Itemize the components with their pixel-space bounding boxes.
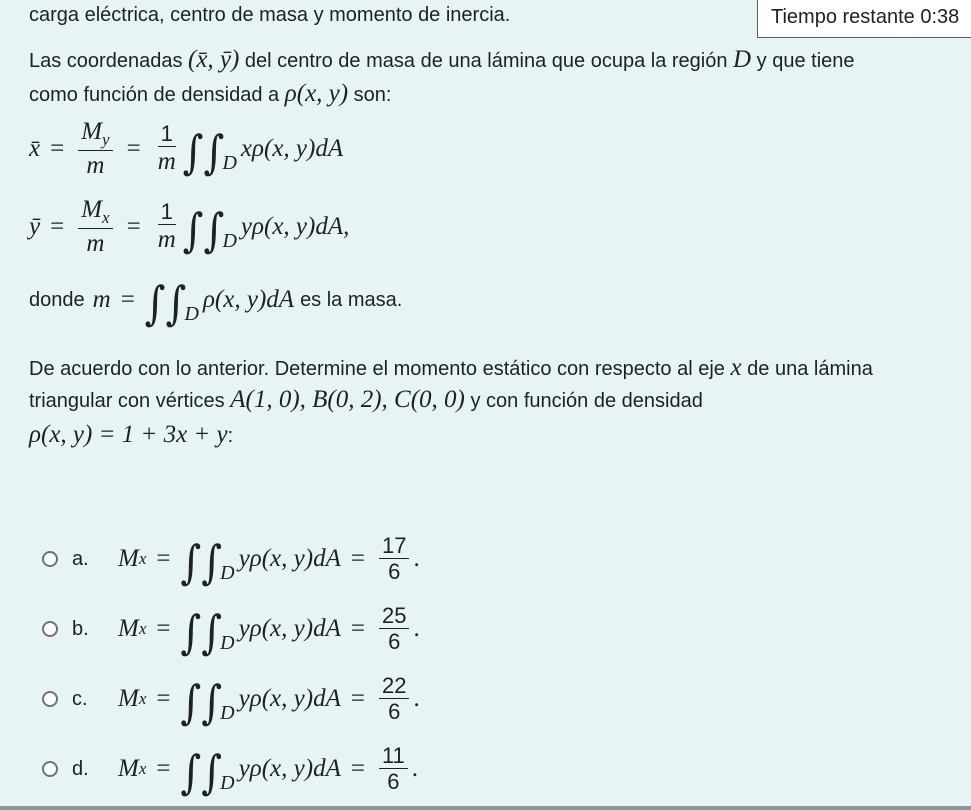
xbar-lhs: x̄ — [29, 135, 41, 163]
mass-integrand: ρ(x, y)dA — [202, 286, 295, 313]
answer-option-d[interactable] — [42, 743, 419, 800]
xbar-integrand: xρ(x, y)dA — [240, 135, 344, 163]
option-a-math: M x = ∫∫ D yρ(x, y)dA = $\frac{17}{6}$ . — [118, 533, 420, 590]
option-d-numerator: 11 — [379, 743, 408, 769]
ybar-integrand: yρ(x, y)dA, — [240, 213, 350, 241]
radio-button-c[interactable] — [42, 691, 58, 707]
double-integral-symbol: ∫∫ — [182, 126, 225, 180]
ybar-mass-symbol-2: m — [157, 226, 176, 254]
p1-text-b: del centro de masa de una lámina que ocupa la región — [244, 50, 728, 72]
radio-button-d[interactable] — [42, 761, 58, 777]
option-b-fraction — [379, 603, 409, 656]
option-a-integrand: yρ(x, y)dA — [238, 545, 341, 573]
ybar-fraction-moment — [78, 196, 112, 259]
option-b-lhs: M — [118, 615, 139, 643]
radio-button-a[interactable] — [42, 551, 58, 567]
p1-text-c: y que tiene — [756, 50, 855, 72]
option-c-integrand: yρ(x, y)dA — [238, 685, 341, 713]
ybar-region: D — [222, 229, 237, 252]
question-paragraph-5 — [29, 421, 233, 449]
p4-text-b: y con función de densidad — [470, 390, 703, 412]
question-paragraph-4 — [29, 386, 703, 414]
intro-line: carga eléctrica, centro de masa y momento de inercia. — [29, 4, 511, 26]
double-integral-symbol: ∫∫ — [144, 277, 187, 331]
answer-option-b[interactable] — [42, 603, 420, 660]
option-c-lhs: M — [118, 685, 139, 713]
xbar-region: D — [222, 151, 237, 174]
xbar-mass-symbol-2: m — [157, 148, 176, 176]
mass-symbol: m — [92, 286, 111, 313]
option-a-lhs: M — [118, 545, 139, 573]
option-b-math: M x = ∫∫ D yρ(x, y)dA = $\frac{25}{6}$ . — [118, 603, 420, 660]
question-paragraph-2 — [29, 80, 391, 108]
p3-text-b: de una lámina — [747, 358, 873, 380]
mass-text-a: donde — [29, 288, 85, 311]
p5-density-math: ρ(x, y) = 1 + 3x + y — [29, 421, 228, 448]
mass-region: D — [184, 302, 199, 325]
p2-text-b: son: — [353, 84, 392, 106]
option-c-numerator: 22 — [379, 673, 409, 699]
answer-option-c[interactable] — [42, 673, 420, 730]
p4-text-a: triangular con vértices — [29, 390, 225, 412]
mass-text-b: es la masa. — [300, 288, 403, 311]
option-d-region: D — [220, 771, 235, 794]
ybar-lhs: ȳ — [29, 213, 41, 241]
ybar-one: 1 — [158, 199, 176, 225]
answer-option-a[interactable] — [42, 533, 420, 590]
p2-text-a: como función de densidad a — [29, 84, 280, 106]
xbar-moment-symbol: M — [81, 118, 103, 145]
radio-button-b[interactable] — [42, 621, 58, 637]
option-d-integrand: yρ(x, y)dA — [238, 755, 341, 783]
p1-text-a: Las coordenadas — [29, 50, 183, 72]
p1-region-math: D — [733, 46, 752, 73]
xbar-moment-sub: y — [102, 130, 110, 149]
xbar-fraction-moment — [78, 118, 112, 181]
option-b-region: D — [220, 631, 235, 654]
question-paragraph-1 — [29, 46, 855, 74]
option-a-region: D — [220, 561, 235, 584]
p2-density-math: ρ(x, y) — [284, 80, 349, 107]
option-b-denominator: 6 — [388, 629, 401, 655]
p3-axis-math: x — [730, 354, 742, 381]
option-a-lhs-sub: x — [138, 549, 147, 569]
p5-end: : — [227, 425, 234, 447]
p3-text-a: De acuerdo con lo anterior. Determine el momento estático con respecto al eje — [29, 358, 725, 380]
equation-ybar: ȳ = $\frac{M_x}{m}$ = $\frac{1}{m}$ ∫∫ D yρ(x, y)dA, — [29, 196, 350, 258]
xbar-mass-symbol: m — [86, 151, 105, 179]
option-letter-d: d. — [72, 757, 89, 780]
ybar-fraction-one — [155, 199, 179, 255]
equation-xbar: x̄ = $\frac{M_y}{m}$ = $\frac{1}{m}$ ∫∫ D xρ(x, y)dA — [29, 118, 344, 180]
double-integral-symbol: ∫∫ — [182, 204, 225, 258]
double-integral-symbol: ∫∫ — [180, 606, 223, 660]
option-a-denominator: 6 — [388, 559, 401, 585]
ybar-moment-sub: x — [102, 208, 110, 227]
option-c-region: D — [220, 701, 235, 724]
option-letter-c: c. — [72, 687, 88, 710]
option-a-numerator: 17 — [379, 533, 409, 559]
option-d-lhs-sub: x — [138, 759, 147, 779]
option-c-lhs-sub: x — [138, 689, 147, 709]
option-d-lhs: M — [118, 755, 139, 783]
option-letter-a: a. — [72, 547, 89, 570]
p1-coords-math: (x̄, ȳ) — [188, 46, 240, 73]
option-b-integrand: yρ(x, y)dA — [238, 615, 341, 643]
ybar-moment-symbol: M — [81, 196, 103, 223]
bottom-divider — [0, 806, 971, 810]
time-remaining-badge: Tiempo restante 0:38 — [757, 0, 971, 38]
option-c-denominator: 6 — [388, 699, 401, 725]
option-b-lhs-sub: x — [138, 619, 147, 639]
question-paragraph-3 — [29, 354, 873, 382]
option-c-fraction — [379, 673, 409, 726]
mass-definition: donde m = ∫∫ D ρ(x, y)dA es la masa. — [29, 277, 403, 331]
option-d-denominator: 6 — [387, 769, 400, 795]
option-a-fraction — [379, 533, 409, 586]
option-d-fraction — [379, 743, 408, 796]
p4-vertices-math: A(1, 0), B(0, 2), C(0, 0) — [230, 386, 465, 413]
option-letter-b: b. — [72, 617, 89, 640]
ybar-mass-symbol: m — [86, 229, 105, 257]
double-integral-symbol: ∫∫ — [180, 746, 223, 800]
xbar-fraction-one — [155, 121, 179, 177]
option-d-math: M x = ∫∫ D yρ(x, y)dA = $\frac{11}{6}$ . — [118, 743, 419, 800]
option-b-numerator: 25 — [379, 603, 409, 629]
xbar-one: 1 — [158, 121, 176, 147]
double-integral-symbol: ∫∫ — [180, 536, 223, 590]
option-c-math: M x = ∫∫ D yρ(x, y)dA = $\frac{22}{6}$ . — [118, 673, 420, 730]
double-integral-symbol: ∫∫ — [180, 676, 223, 730]
